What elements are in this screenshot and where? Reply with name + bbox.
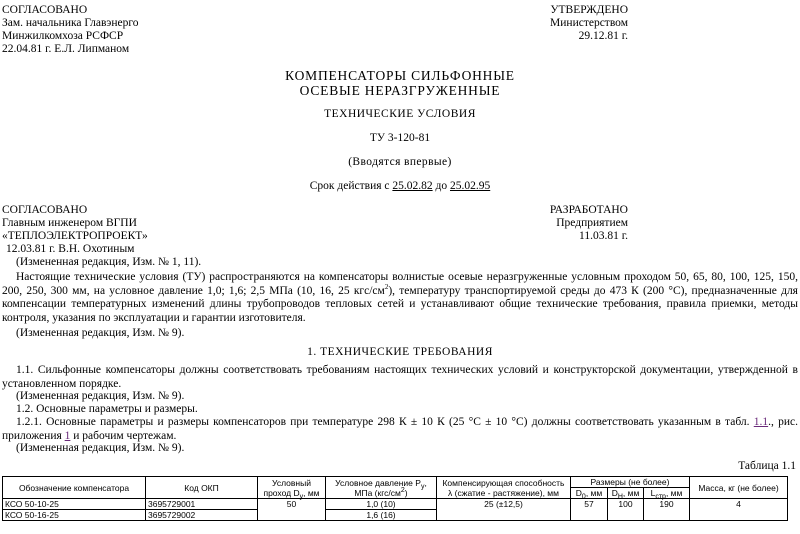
doc-title-line2: ОСЕВЫЕ НЕРАЗГРУЖЕННЫЕ — [299, 83, 501, 98]
doc-title-line1: КОМПЕНСАТОРЫ СИЛЬФОННЫЕ — [285, 68, 515, 83]
developed-right-line: РАЗРАБОТАНО — [549, 204, 628, 216]
header-py-l2: , — [424, 477, 427, 488]
cell-designation: КСО 50-16-25 — [3, 510, 146, 521]
validity-to: 25.02.95 — [449, 180, 491, 192]
header-d0 — [571, 488, 608, 499]
appendix-ref-link[interactable]: 1 — [64, 429, 71, 442]
header-l-sub: стр — [655, 493, 666, 501]
agreed-left-line: «ТЕПЛОЭЛЕКТРОПРОЕКТ» — [2, 230, 148, 242]
header-py-l3: МПа (кгс/см — [354, 487, 401, 498]
edit-note-1: (Измененная редакция, Изм. № 1, 11). — [16, 256, 202, 268]
approved-left-line: 22.04.81 г. Е.Л. Липманом — [2, 43, 130, 55]
table-ref-link[interactable]: 1.1 — [753, 416, 769, 428]
validity-mid: до — [432, 180, 450, 192]
header-dy-l3: , мм — [303, 487, 320, 498]
section-heading: 1. ТЕХНИЧЕСКИЕ ТРЕБОВАНИЯ — [307, 346, 493, 358]
header-okp: Код ОКП — [146, 477, 258, 499]
validity-prefix: Срок действия с — [309, 180, 393, 192]
edit-note-3: (Измененная редакция, Изм. № 9). — [16, 390, 185, 402]
agreed-left-line: Главным инженером ВГПИ — [2, 217, 137, 229]
approved-left-line: Минжилкомхоза РСФСР — [2, 30, 124, 42]
header-d0-sub: 0 — [581, 493, 586, 501]
agreed-left-line: 12.03.81 г. В.Н. Охотиным — [6, 243, 135, 255]
header-dy-l1: Условный — [272, 477, 311, 488]
cell-compensation: 25 (±12,5) — [437, 499, 571, 521]
doc-title — [0, 68, 800, 98]
header-l-unit: , мм — [665, 488, 683, 498]
header-l-text: L — [650, 488, 656, 498]
header-py-sup: 2 — [400, 486, 405, 494]
parameters-table — [2, 476, 788, 521]
cell-designation: КСО 50-10-25 — [3, 499, 146, 510]
approved-right-line: УТВЕРЖДЕНО — [550, 4, 628, 16]
paragraph-1-1: 1.1. Сильфонные компенсаторы должны соответствовать требованиям настоящих технических условий и конструкторской документации, утвержденной в установленном порядке. — [2, 364, 798, 390]
edit-note-2: (Измененная редакция, Изм. № 9). — [16, 327, 185, 339]
cell-okp: 3695729001 — [146, 499, 258, 510]
header-dn-sub: Н — [617, 493, 623, 501]
cell-dn: 100 — [608, 499, 644, 521]
header-dy-sub: у — [299, 493, 304, 501]
approved-right-line: 29.12.81 г. — [578, 30, 628, 42]
developed-right-line: 11.03.81 г. — [579, 230, 628, 242]
header-d0-unit: , мм — [585, 488, 603, 498]
p121-text-a: 1.2.1. Основные параметры и размеры компенсаторов при температуре 298 К ± 10 К (25 °С ± 10 °С) должны соответствовать указанным в табл. — [16, 416, 754, 428]
header-d0-text: D — [575, 488, 582, 498]
header-dimensions: Размеры (не более) — [571, 477, 690, 488]
header-mass: Масса, кг (не более) — [690, 477, 788, 499]
doc-intro: (Вводятся впервые) — [348, 156, 452, 168]
cell-length: 190 — [644, 499, 690, 521]
header-py-sub: у — [420, 483, 425, 491]
doc-subtitle: ТЕХНИЧЕСКИЕ УСЛОВИЯ — [324, 108, 476, 120]
header-dn — [608, 488, 644, 499]
header-compensation — [437, 477, 571, 499]
doc-validity — [0, 180, 800, 193]
edit-note-4: (Измененная редакция, Изм. № 9). — [16, 442, 185, 454]
paragraph-1-2-1 — [2, 416, 798, 443]
header-designation: Обозначение компенсатора — [3, 477, 146, 499]
header-dn-unit: , мм — [622, 488, 640, 498]
paragraph-1-2: 1.2. Основные параметры и размеры. — [16, 403, 198, 415]
scope-sup: 2 — [384, 282, 389, 291]
paragraph-scope — [2, 271, 798, 325]
developed-right-line: Предприятием — [556, 217, 628, 229]
cell-pressure: 1,0 (10) — [326, 499, 437, 510]
cell-nominal-bore: 50 — [258, 499, 326, 521]
header-dn-text: D — [611, 488, 618, 498]
agreed-left-block — [2, 204, 148, 256]
approved-left-line: Зам. начальника Главэнерго — [2, 17, 139, 29]
cell-mass: 4 — [690, 499, 788, 521]
header-py-l1: Условное давление P — [335, 477, 421, 488]
cell-okp: 3695729002 — [146, 510, 258, 521]
cell-d0: 57 — [571, 499, 608, 521]
table-row — [3, 499, 788, 510]
approved-right-line: Министерством — [550, 17, 628, 29]
approved-left-block — [2, 4, 139, 56]
header-length — [644, 488, 690, 499]
table-caption: Таблица 1.1 — [738, 460, 796, 472]
approved-left-line: СОГЛАСОВАНО — [2, 4, 88, 16]
header-pressure — [326, 477, 437, 499]
header-py-l4: ) — [404, 487, 408, 498]
p121-text-b: ., рис. приложения — [2, 416, 798, 442]
header-nominal-bore — [258, 477, 326, 499]
scope-text-b: ), температуру транспортируемой среды до 473 К (200 °С), предназначенные для компенсации температурных изменений длины трубопроводов тепловых сетей и устанавливают общие технические требования, правила приемки, методы контроля, указания по эксплуатации и гарантии изготовителя. — [2, 284, 798, 324]
header-comp-l1: Компенсирующая способность — [442, 477, 565, 488]
header-comp-l2: λ (сжатие - растяжение), мм — [448, 487, 559, 498]
scope-text-a: Настоящие технические условия (ТУ) распространяются на компенсаторы волнистые осевые неразгруженные условным проходом 50, 65, 80, 100, 125, 150, 200, 250, 300 мм, на условное давление 1,0; 1,6; 2,5 МПа (10, 16, 25 кгс/см — [2, 271, 798, 297]
approved-right-block — [550, 4, 628, 43]
doc-code: ТУ 3-120-81 — [369, 132, 431, 144]
table-header-row — [3, 477, 788, 488]
agreed-left-line: СОГЛАСОВАНО — [2, 204, 88, 216]
header-dy-l2: проход D — [263, 487, 300, 498]
p121-text-c: и рабочим чертежам. — [70, 429, 177, 442]
cell-pressure: 1,6 (16) — [326, 510, 437, 521]
developed-right-block — [550, 204, 628, 243]
validity-from: 25.02.82 — [392, 180, 433, 192]
